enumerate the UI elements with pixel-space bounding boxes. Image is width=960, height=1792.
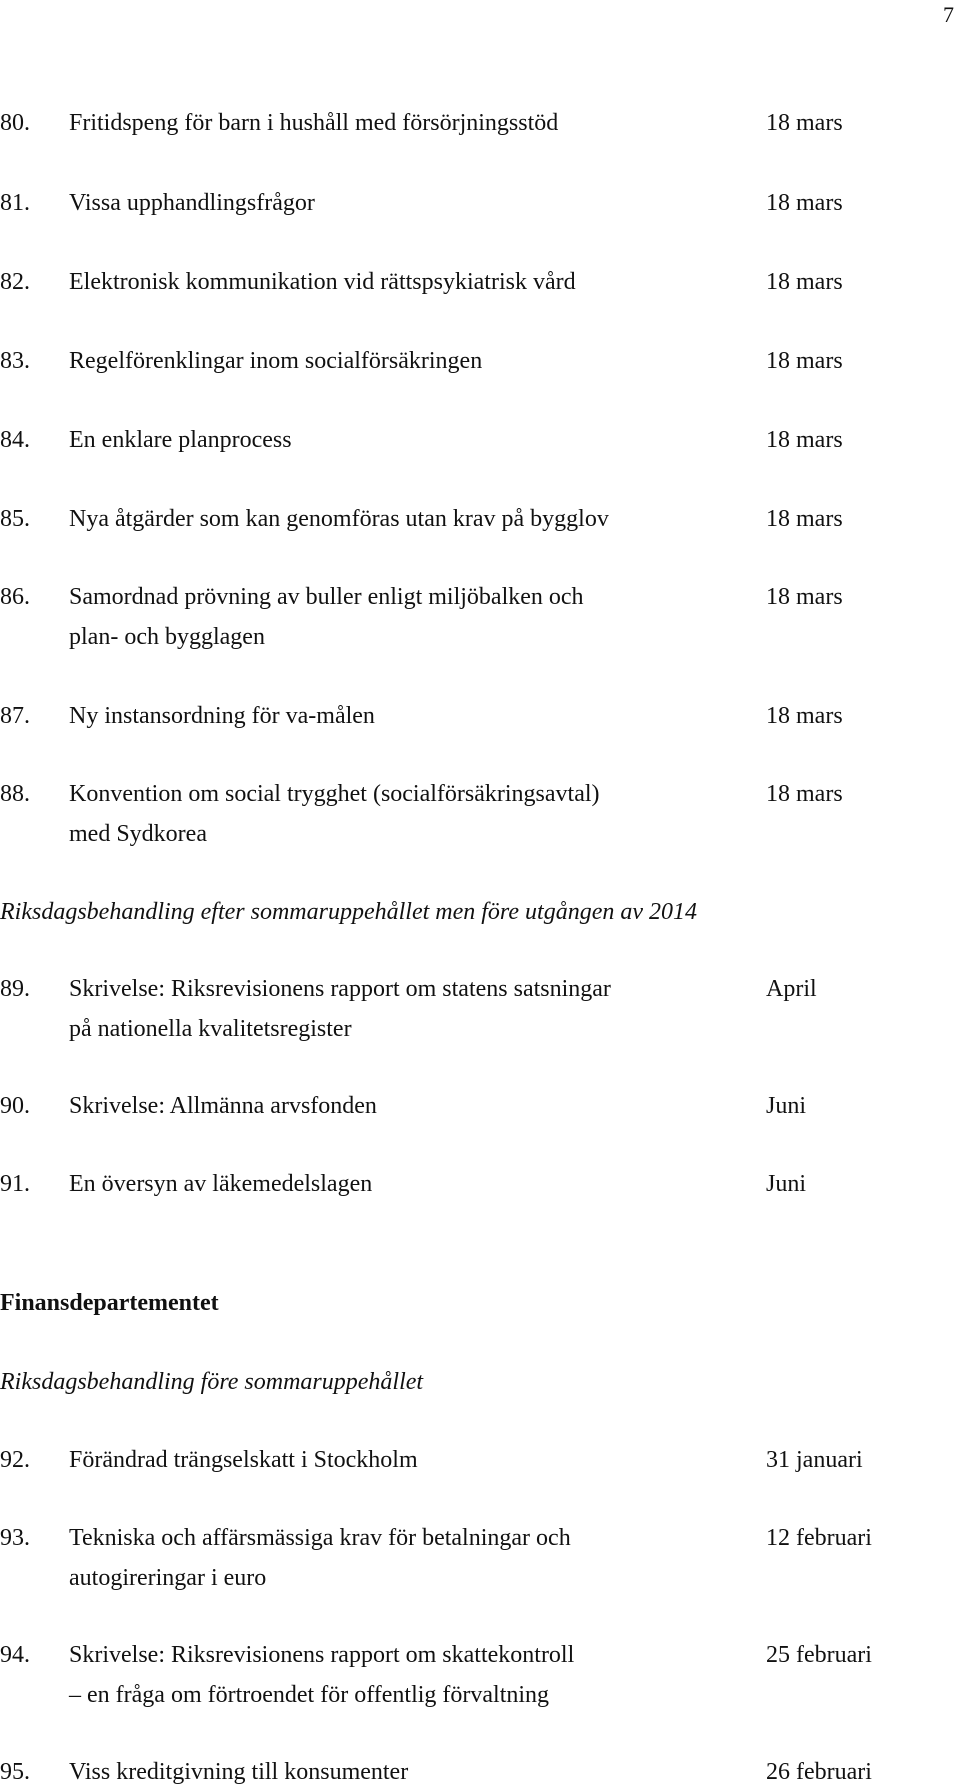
item-title <box>69 969 749 1049</box>
list-item <box>0 969 960 1049</box>
item-title-line: på nationella kvalitetsregister <box>69 1016 352 1042</box>
item-number: 80. <box>0 110 30 136</box>
list-item <box>0 1752 960 1792</box>
item-title-line: med Sydkorea <box>69 821 207 847</box>
item-date: 31 januari <box>766 1447 863 1473</box>
item-number: 90. <box>0 1093 30 1119</box>
item-title-line: Skrivelse: Riksrevisionens rapport om statens satsningar <box>69 976 611 1002</box>
item-date: 18 mars <box>766 348 843 374</box>
item-number: 91. <box>0 1171 30 1197</box>
item-number: 83. <box>0 348 30 374</box>
item-date: 18 mars <box>766 269 843 295</box>
item-title-line: En enklare planprocess <box>69 427 292 453</box>
item-number: 81. <box>0 190 30 216</box>
item-number: 88. <box>0 781 30 807</box>
item-number: 89. <box>0 976 30 1002</box>
page-number: 7 <box>943 2 954 27</box>
item-title <box>69 1440 749 1480</box>
list-item <box>0 420 960 500</box>
item-title <box>69 696 749 736</box>
section-subheading: Riksdagsbehandling före sommaruppehållet <box>0 1369 424 1395</box>
item-number: 92. <box>0 1447 30 1473</box>
item-title-line: Skrivelse: Allmänna arvsfonden <box>69 1093 377 1119</box>
item-title-line: Tekniska och affärsmässiga krav för betalningar och <box>69 1525 571 1551</box>
item-title <box>69 1086 749 1126</box>
list-item <box>0 1635 960 1715</box>
item-date: 18 mars <box>766 190 843 216</box>
item-number: 87. <box>0 703 30 729</box>
item-title <box>69 420 749 460</box>
list-item <box>0 577 960 657</box>
item-number: 82. <box>0 269 30 295</box>
item-date: April <box>766 976 817 1002</box>
item-date: Juni <box>766 1093 807 1119</box>
item-date: Juni <box>766 1171 807 1197</box>
item-title <box>69 341 749 381</box>
item-title-line: En översyn av läkemedelslagen <box>69 1171 373 1197</box>
item-title <box>69 774 749 854</box>
item-title <box>69 1635 749 1715</box>
list-item <box>0 262 960 342</box>
item-title-line: Skrivelse: Riksrevisionens rapport om skattekontroll <box>69 1642 575 1668</box>
list-item <box>0 341 960 421</box>
item-date: 25 februari <box>766 1642 872 1668</box>
list-item <box>0 1440 960 1520</box>
item-number: 95. <box>0 1759 30 1785</box>
item-title <box>69 103 749 143</box>
item-title-line: Nya åtgärder som kan genomföras utan krav på bygglov <box>69 506 609 532</box>
item-title <box>69 183 749 223</box>
item-title-line: Konvention om social trygghet (socialförsäkringsavtal) <box>69 781 600 807</box>
item-date: 18 mars <box>766 781 843 807</box>
item-number: 94. <box>0 1642 30 1668</box>
item-date: 12 februari <box>766 1525 872 1551</box>
list-item <box>0 1086 960 1166</box>
item-title <box>69 577 749 657</box>
item-title-line: – en fråga om förtroendet för offentlig förvaltning <box>69 1682 550 1708</box>
list-item <box>0 774 960 854</box>
item-title <box>69 1164 749 1204</box>
list-item <box>0 1164 960 1244</box>
item-title-line: autogireringar i euro <box>69 1565 267 1591</box>
item-title-line: Regelförenklingar inom socialförsäkringen <box>69 348 483 374</box>
item-number: 85. <box>0 506 30 532</box>
department-heading: Finansdepartementet <box>0 1290 219 1316</box>
item-number: 84. <box>0 427 30 453</box>
item-title-line: Vissa upphandlingsfrågor <box>69 190 315 216</box>
item-date: 18 mars <box>766 506 843 532</box>
item-title <box>69 1518 749 1598</box>
list-item <box>0 183 960 263</box>
item-title-line: Förändrad trängselskatt i Stockholm <box>69 1447 418 1473</box>
item-date: 18 mars <box>766 427 843 453</box>
item-title-line: plan- och bygglagen <box>69 624 265 650</box>
item-date: 18 mars <box>766 584 843 610</box>
item-date: 26 februari <box>766 1759 872 1785</box>
item-number: 86. <box>0 584 30 610</box>
item-title <box>69 499 749 539</box>
item-title-line: Ny instansordning för va-målen <box>69 703 375 729</box>
item-title-line: Viss kreditgivning till konsumenter <box>69 1759 409 1785</box>
list-item <box>0 1518 960 1598</box>
item-date: 18 mars <box>766 110 843 136</box>
list-item <box>0 103 960 183</box>
list-item <box>0 499 960 579</box>
item-title <box>69 262 749 302</box>
item-title-line: Elektronisk kommunikation vid rättspsykiatrisk vård <box>69 269 576 295</box>
section-subheading: Riksdagsbehandling efter sommaruppehållet men före utgången av 2014 <box>0 899 698 925</box>
item-date: 18 mars <box>766 703 843 729</box>
item-title <box>69 1752 749 1792</box>
item-title-line: Samordnad prövning av buller enligt miljöbalken och <box>69 584 584 610</box>
list-item <box>0 696 960 776</box>
item-title-line: Fritidspeng för barn i hushåll med försörjningsstöd <box>69 110 559 136</box>
item-number: 93. <box>0 1525 30 1551</box>
